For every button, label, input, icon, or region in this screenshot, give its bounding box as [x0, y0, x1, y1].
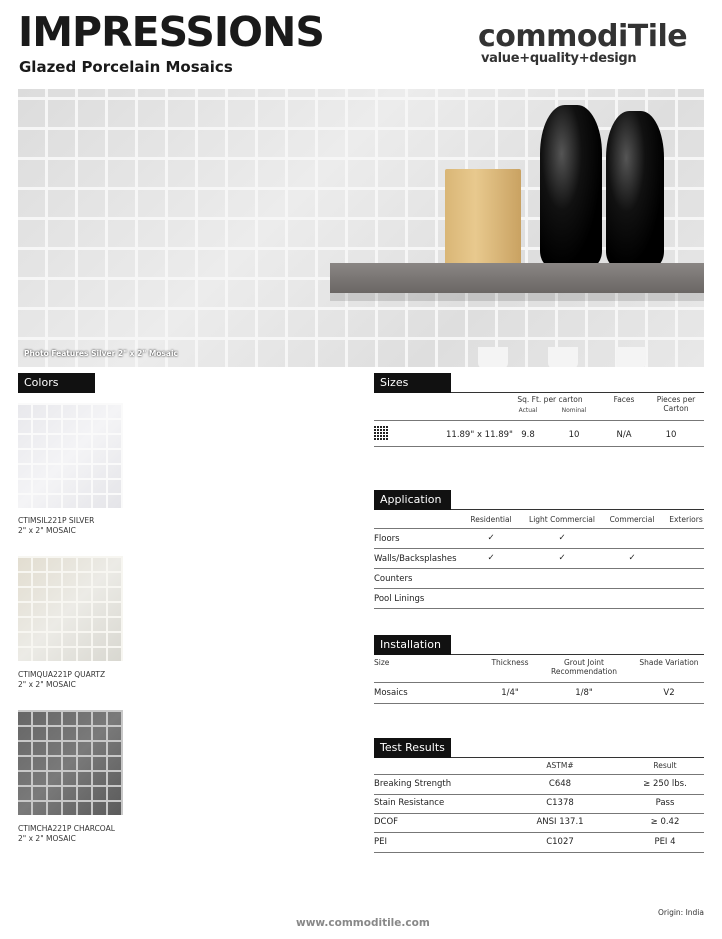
test-row-astm: C1027 — [546, 837, 574, 847]
test-row-rule — [374, 794, 704, 795]
black-vase-left — [540, 105, 602, 267]
app-row-rule — [374, 588, 704, 589]
check-icon: ✓ — [487, 553, 495, 563]
application-heading-rule — [451, 509, 704, 510]
test-row-rule — [374, 832, 704, 833]
swatch-quartz-label: CTIMQUA221P QUARTZ 2" x 2" MOSAIC — [18, 670, 106, 689]
app-col-exteriors: Exteriors — [669, 515, 703, 524]
app-col-commercial: Commercial — [609, 515, 655, 524]
test-row-result: ≥ 0.42 — [650, 817, 680, 827]
test-header-rule — [374, 774, 704, 775]
test-row-rule — [374, 813, 704, 814]
inst-row-thickness: 1/4" — [501, 688, 519, 698]
check-icon: ✓ — [487, 533, 495, 543]
swatch-charcoal — [18, 710, 123, 815]
brand-tagline: value+quality+design — [481, 51, 637, 66]
sizes-row-faces: N/A — [616, 430, 632, 440]
swatch-silver — [18, 403, 123, 508]
sizes-faces-header: Faces — [613, 395, 635, 404]
brand-logo: commodiTile — [478, 19, 688, 54]
wood-box-decor — [445, 169, 521, 267]
product-photo — [18, 89, 704, 367]
app-col-light-commercial: Light Commercial — [529, 515, 595, 524]
test-row-label: Breaking Strength — [374, 779, 452, 789]
sizes-nominal-header: Nominal — [561, 407, 587, 414]
inst-row-grout: 1/8" — [575, 688, 593, 698]
test-row-rule — [374, 852, 704, 853]
inst-thickness-header: Thickness — [491, 658, 529, 667]
test-row-astm: C1378 — [546, 798, 574, 808]
website-link[interactable]: www.commoditile.com — [296, 917, 430, 929]
test-row-label: Stain Resistance — [374, 798, 445, 808]
inst-shade-header: Shade Variation — [639, 658, 699, 667]
origin-label: Origin: India — [658, 908, 704, 917]
app-row-rule — [374, 608, 704, 609]
mosaic-size-icon — [374, 426, 388, 440]
photo-caption: Photo Features Silver 2" x 2" Mosaic — [24, 349, 178, 358]
sizes-pieces-header: Pieces per Carton — [656, 395, 696, 413]
black-vase-right — [606, 111, 664, 267]
sizes-header-rule — [374, 420, 704, 421]
cup-decor — [478, 347, 508, 367]
test-row-label: PEI — [374, 837, 388, 847]
inst-row-size: Mosaics — [374, 688, 408, 698]
sizes-row-rule — [374, 446, 704, 447]
test-row-astm: ANSI 137.1 — [536, 817, 584, 827]
test-astm-header: ASTM# — [546, 761, 574, 770]
shelf-shadow — [330, 293, 704, 301]
inst-header-rule — [374, 682, 704, 683]
inst-row-shade: V2 — [663, 688, 675, 698]
check-icon: ✓ — [628, 553, 636, 563]
colors-heading: Colors — [18, 373, 95, 393]
check-icon: ✓ — [558, 533, 566, 543]
installation-heading-rule — [451, 654, 704, 655]
page-title: IMPRESSIONS — [18, 8, 324, 56]
app-row-label: Floors — [374, 534, 400, 544]
inst-grout-header: Grout Joint Recommendation — [551, 658, 617, 676]
sizes-row-pieces: 10 — [665, 430, 677, 440]
swatch-quartz — [18, 556, 123, 661]
test-row-astm: C648 — [548, 779, 572, 789]
inst-row-rule — [374, 703, 704, 704]
cup-decor — [616, 347, 646, 367]
app-row-label: Counters — [374, 574, 413, 584]
swatch-silver-label: CTIMSIL221P SILVER 2" x 2" MOSAIC — [18, 516, 95, 535]
test-row-result: Pass — [655, 798, 675, 808]
test-result-header: Result — [653, 761, 677, 770]
app-header-rule — [374, 528, 704, 529]
app-row-rule — [374, 568, 704, 569]
swatch-charcoal-label: CTIMCHA221P CHARCOAL 2" x 2" MOSAIC — [18, 824, 115, 843]
app-row-label: Pool Linings — [374, 594, 425, 604]
sizes-row-size: 11.89" x 11.89" — [446, 430, 513, 440]
sizes-row-nominal: 10 — [568, 430, 580, 440]
app-row-rule — [374, 548, 704, 549]
installation-heading: Installation — [374, 635, 451, 655]
inst-size-header: Size — [374, 658, 390, 667]
test-row-result: PEI 4 — [654, 837, 676, 847]
sizes-sqft-header: Sq. Ft. per carton — [517, 395, 583, 404]
application-heading: Application — [374, 490, 451, 510]
check-icon: ✓ — [558, 553, 566, 563]
cup-decor — [548, 347, 578, 367]
sizes-heading-rule — [451, 392, 704, 393]
test-row-result: ≥ 250 lbs. — [643, 779, 687, 789]
app-col-residential: Residential — [470, 515, 512, 524]
test-results-heading: Test Results — [374, 738, 451, 758]
app-row-label: Walls/Backsplashes — [374, 554, 457, 564]
sizes-actual-header: Actual — [518, 407, 538, 414]
shelf — [330, 263, 704, 293]
sizes-heading: Sizes — [374, 373, 451, 393]
test-heading-rule — [451, 757, 704, 758]
test-row-label: DCOF — [374, 817, 399, 827]
sizes-row-actual: 9.8 — [521, 430, 535, 440]
page-subtitle: Glazed Porcelain Mosaics — [19, 58, 233, 76]
